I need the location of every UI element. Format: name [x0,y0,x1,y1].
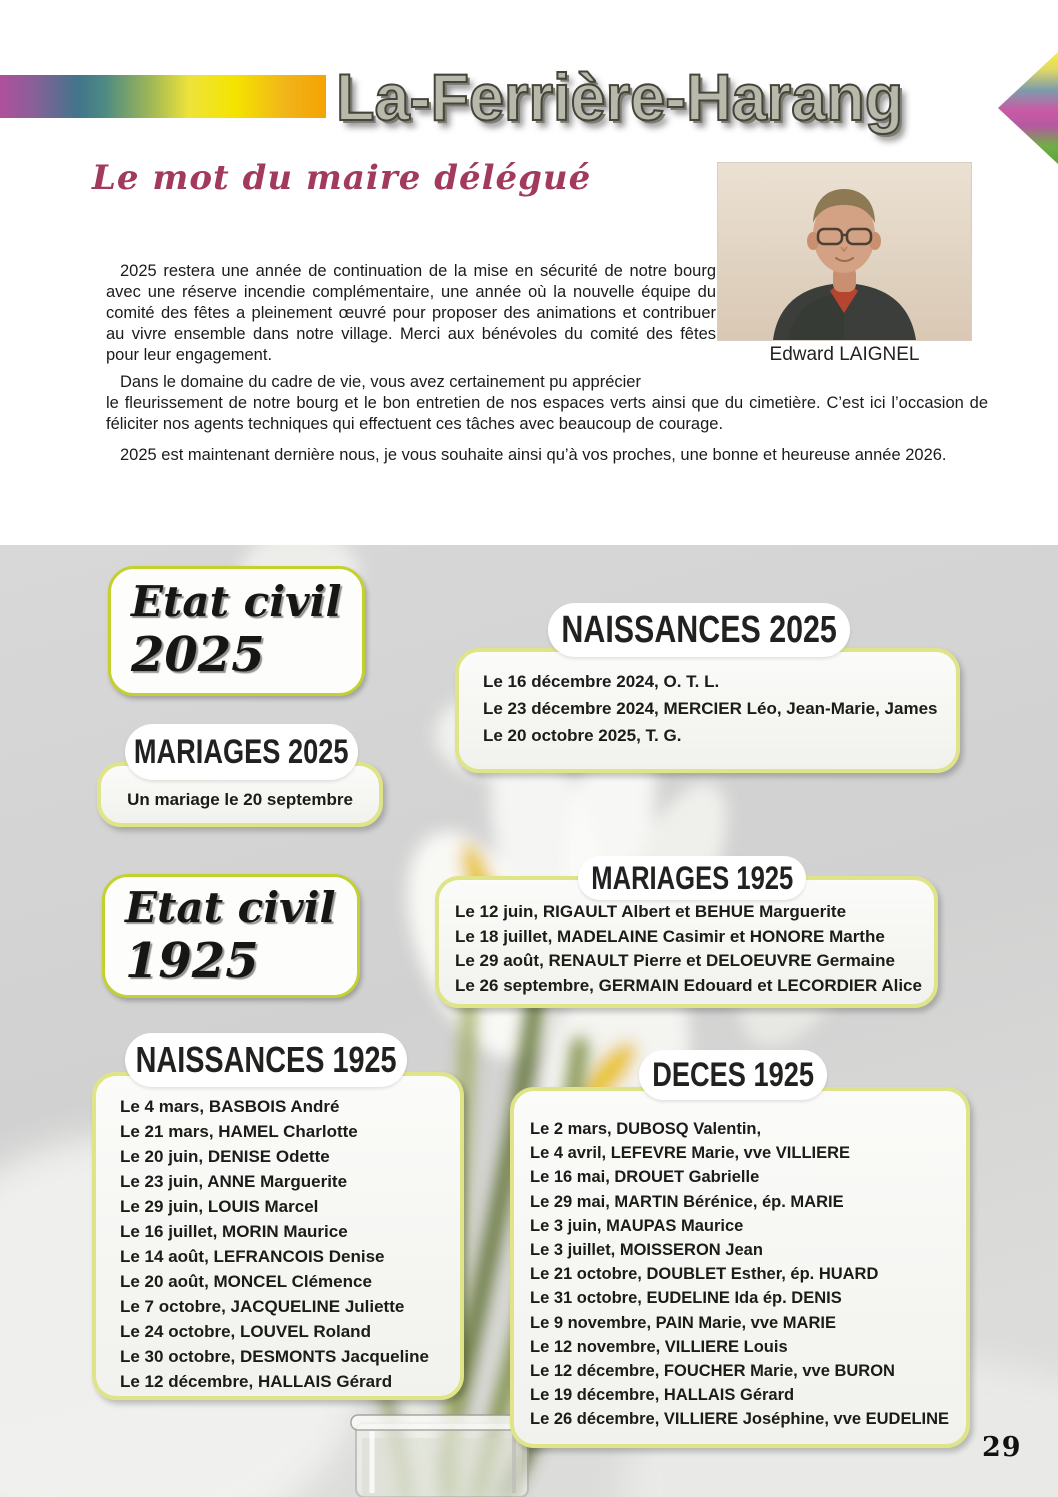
list-item: Le 12 juin, RIGAULT Albert et BEHUE Marguerite [455,902,847,921]
naissances-1925-box [92,1072,464,1400]
mayor-photo-illustration [718,163,971,340]
mariages-2025-note: Un mariage le 20 septembre [127,790,353,809]
list-item: Le 7 octobre, JACQUELINE Juliette [120,1297,405,1316]
list-item: Le 18 juillet, MADELAINE Casimir et HONORE Marthe [455,926,885,946]
list-item: Le 31 octobre, EUDELINE Ida ép. DENIS [530,1289,842,1308]
list-item: Le 21 mars, HAMEL Charlotte [120,1122,358,1141]
etat-civil-2025-title-line2: 2025 [131,626,265,683]
section-heading-mot-du-maire: Le mot du maire délégué [92,158,592,198]
list-item: Le 20 août, MONCEL Clémence [120,1272,372,1291]
list-item: Le 12 décembre, HALLAIS Gérard [120,1372,393,1391]
list-item: Le 29 juin, LOUIS Marcel [120,1197,319,1216]
list-item: Le 20 octobre 2025, T. G. [483,726,682,745]
mariages-1925-heading-pill [578,856,806,900]
deces-1925-list [514,1091,966,1432]
deces-1925-box [510,1087,970,1448]
mariages-2025-heading-pill [125,724,358,780]
list-item: Le 12 décembre, FOUCHER Marie, vve BURON [530,1362,895,1381]
naissances-2025-heading: NAISSANCES 2025 [561,608,837,651]
naissances-1925-list [96,1076,460,1394]
mariages-1925-heading: MARIAGES 1925 [590,859,794,896]
paragraph-text: 2025 est maintenant dernière nous, je vous souhaite ainsi qu’à vos proches, une bonne et heureuse année 2026. [120,446,947,464]
naissances-2025-heading-pill [548,603,850,657]
header-gradient-bar [0,75,326,118]
list-item: Le 26 décembre, VILLIERE Joséphine, vve EUDELINE [530,1410,950,1429]
list-item: Le 23 juin, ANNE Marguerite [120,1172,348,1191]
list-item: Le 29 août, RENAULT Pierre et DELOEUVRE Germaine [455,951,895,970]
list-item: Le 26 septembre, GERMAIN Edouard et LECORDIER Alice [455,975,922,995]
list-item: Le 19 décembre, HALLAIS Gérard [530,1386,795,1405]
mayor-paragraph-3 [106,445,988,466]
naissances-1925-heading-pill [125,1033,407,1087]
mayor-photo-caption: Edward LAIGNEL [769,344,920,365]
mayor-photo [718,163,971,340]
list-item: Le 29 mai, MARTIN Bérénice, ép. MARIE [530,1192,844,1211]
mariages-2025-heading: MARIAGES 2025 [134,732,349,771]
page-title: La-Ferrière-Harang [336,61,904,135]
deces-1925-heading-pill [639,1050,827,1100]
list-item: Le 3 juillet, MOISSERON Jean [530,1241,763,1260]
header-diamond-ornament [998,52,1058,164]
list-item: Le 2 mars, DUBOSQ Valentin, [530,1120,762,1138]
list-item: Le 20 juin, DENISE Odette [120,1147,330,1166]
list-item: Le 14 août, LEFRANCOIS Denise [120,1247,385,1266]
list-item: Le 24 octobre, LOUVEL Roland [120,1322,371,1341]
deces-1925-heading: DECES 1925 [652,1055,814,1094]
list-item: Le 21 octobre, DOUBLET Esther, ép. HUARD [530,1265,879,1284]
naissances-2025-list [459,652,956,749]
etat-civil-2025-box [108,566,365,696]
list-item: Le 16 mai, DROUET Gabrielle [530,1168,760,1187]
paragraph-text: 2025 restera une année de continuation de la mise en sécurité de notre bourg avec une réserve incendie complémentaire, une année où la nouvelle équipe du comité des fêtes a pleinement œuvré pour proposer des animations et contribuer au vivre ensemble dans notre village. Merci aux bénévoles du comité des fêtes pour leur engagement. [106,262,716,364]
list-item: Le 4 mars, BASBOIS André [120,1097,340,1116]
naissances-2025-box [455,648,960,773]
list-item: Le 9 novembre, PAIN Marie, vve MARIE [530,1313,836,1332]
list-item: Le 4 avril, LEFEVRE Marie, vve VILLIERE [530,1144,851,1163]
etat-civil-1925-title-line1: Etat civil [125,883,336,932]
list-item: Le 30 octobre, DESMONTS Jacqueline [120,1347,429,1366]
naissances-1925-heading: NAISSANCES 1925 [135,1039,397,1080]
list-item: Le 23 décembre 2024, MERCIER Léo, Jean-Marie, James [483,699,938,718]
etat-civil-2025-title-line1: Etat civil [131,577,342,626]
list-item: Le 3 juin, MAUPAS Maurice [530,1216,744,1235]
paragraph-text: Dans le domaine du cadre de vie, vous avez certainement pu apprécier [120,373,641,391]
list-item: Le 12 novembre, VILLIERE Louis [530,1337,788,1356]
mayor-paragraph-2 [106,372,988,435]
mayor-paragraph-1 [106,261,716,366]
paragraph-text: le fleurissement de notre bourg et le bon entretien de nos espaces verts ainsi que du cimetière. C’est ici l’occasion de féliciter nos agents techniques qui effectuent ces tâches avec beaucoup de courage. [106,394,988,433]
vase [351,1415,533,1497]
etat-civil-1925-box [102,874,360,998]
list-item: Le 16 décembre 2024, O. T. L. [483,672,720,691]
etat-civil-1925-title-line2: 1925 [125,932,259,989]
list-item: Le 16 juillet, MORIN Maurice [120,1222,348,1241]
page-number: 29 [982,1432,1022,1463]
